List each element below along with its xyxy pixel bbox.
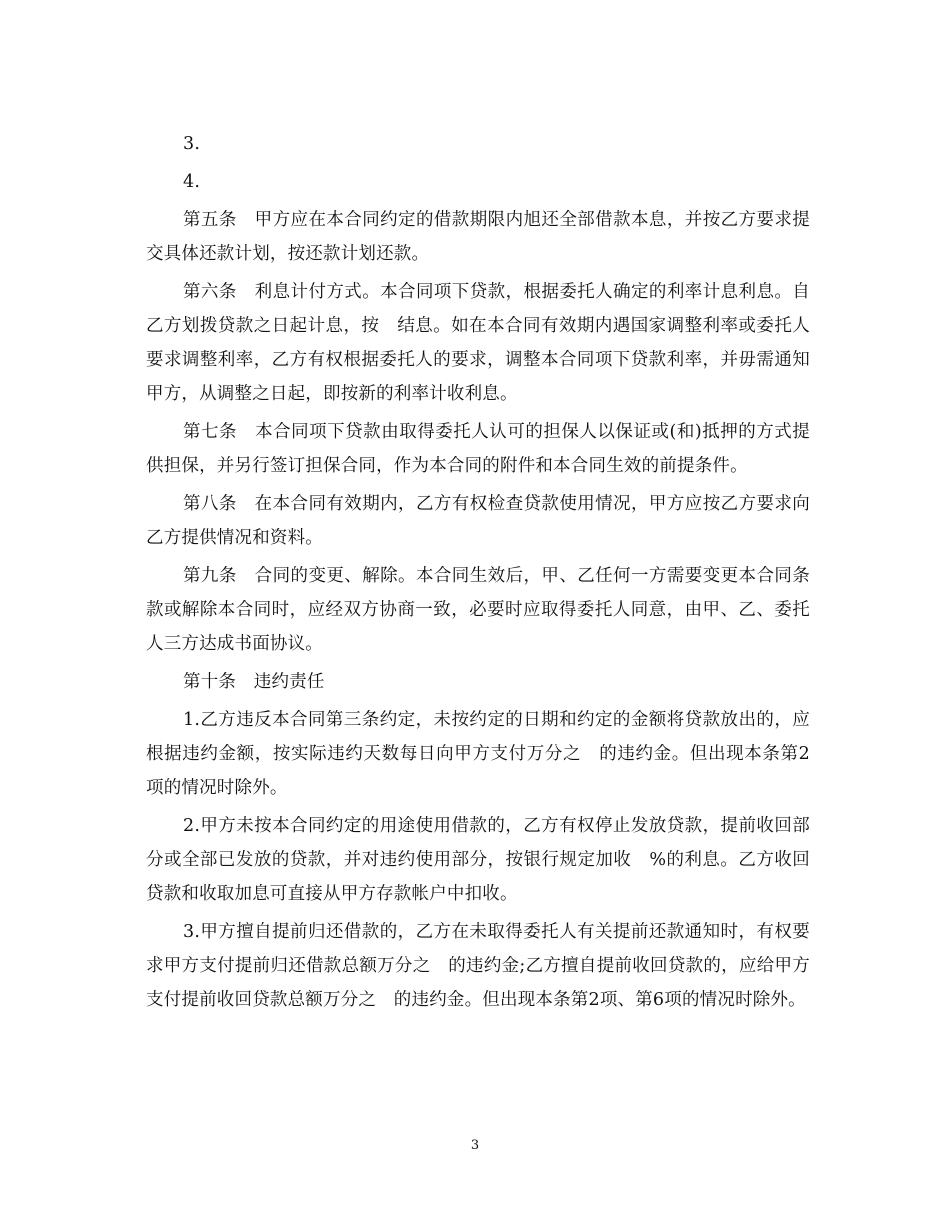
document-body bbox=[146, 127, 810, 1021]
article-6: 第六条 利息计付方式。本合同项下贷款，根据委托人确定的利率计息利息。自乙方划拨贷款之日起计息，按 结息。如在本合同有效期内遇国家调整利率或委托人要求调整利率，乙方有权根据委托人的要求，调整本合同项下贷款利率，并毋需通知甲方，从调整之日起，即按新的利率计收利息。 bbox=[146, 282, 810, 404]
article-7: 第七条 本合同项下贷款由取得委托人认可的担保人以保证或(和)抵押的方式提供担保，并另行签订担保合同，作为本合同的附件和本合同生效的前提条件。 bbox=[146, 422, 810, 476]
article-5: 第五条 甲方应在本合同约定的借款期限内旭还全部借款本息，并按乙方要求提交具体还款计划，按还款计划还款。 bbox=[146, 210, 810, 264]
article-10-item-2: 2.甲方未按本合同约定的用途使用借款的，乙方有权停止发放贷款，提前收回部分或全部已发放的贷款，并对违约使用部分，按银行规定加收 %的利息。乙方收回贷款和收取加息可直接从甲方存款帐户中扣收。 bbox=[146, 816, 810, 904]
list-item-4: 4. bbox=[183, 172, 201, 192]
article-10-heading: 第十条 违约责任 bbox=[183, 672, 325, 692]
article-9: 第九条 合同的变更、解除。本合同生效后，甲、乙任何一方需要变更本合同条款或解除本合同时，应经双方协商一致，必要时应取得委托人同意，由甲、乙、委托人三方达成书面协议。 bbox=[146, 566, 810, 654]
article-10-item-3: 3.甲方擅自提前归还借款的，乙方在未取得委托人有关提前还款通知时，有权要求甲方支付提前归还借款总额万分之 的违约金;乙方擅自提前收回贷款的，应给甲方支付提前收回贷款总额万分之 的违约金。但出现本条第2项、第6项的情况时除外。 bbox=[146, 922, 810, 1010]
list-item-3: 3. bbox=[183, 134, 201, 154]
article-8: 第八条 在本合同有效期内，乙方有权检查贷款使用情况，甲方应按乙方要求向乙方提供情况和资料。 bbox=[146, 494, 810, 548]
page-number: 3 bbox=[470, 1138, 480, 1153]
article-10-item-1: 1.乙方违反本合同第三条约定，未按约定的日期和约定的金额将贷款放出的，应根据违约金额，按实际违约天数每日向甲方支付万分之 的违约金。但出现本条第2项的情况时除外。 bbox=[146, 710, 810, 798]
